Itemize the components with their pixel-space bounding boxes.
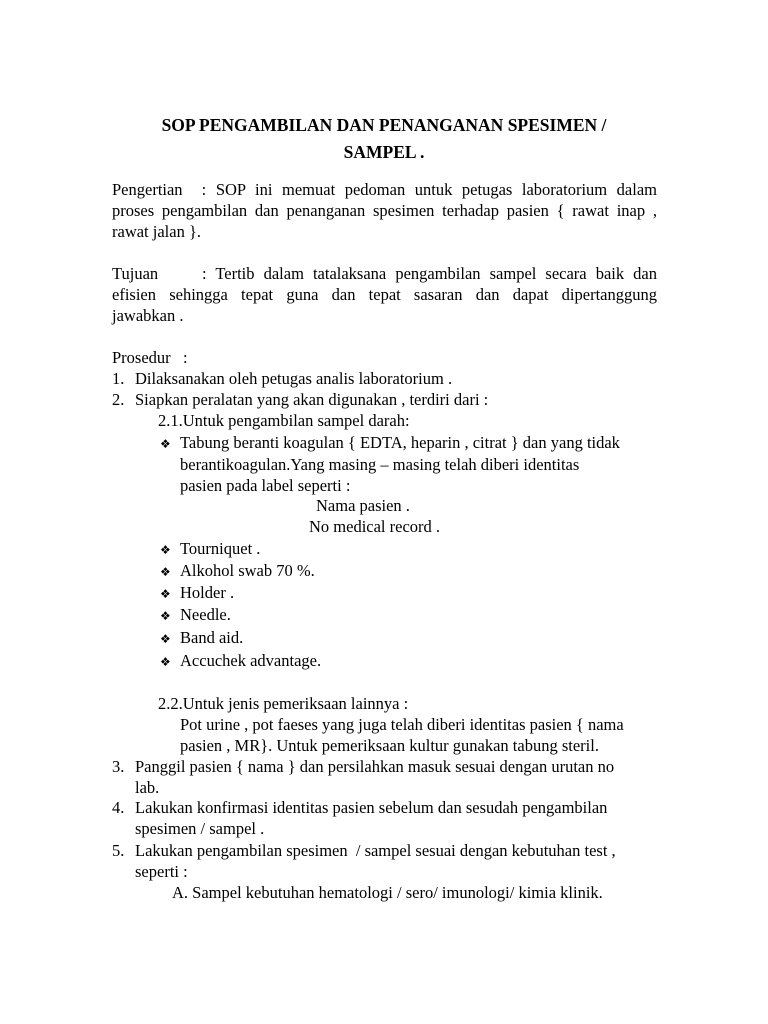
pengertian-line-2: proses pengambilan dan penanganan spesimen terhadap pasien { rawat inap , bbox=[112, 201, 657, 220]
tabung-line-2: berantikoagulan.Yang masing – masing telah diberi identitas bbox=[180, 455, 580, 474]
step-4-line-1: Lakukan konfirmasi identitas pasien sebelum dan sesudah pengambilan bbox=[135, 798, 608, 817]
item-text: Alkohol swab 70 %. bbox=[180, 561, 315, 580]
diamond-bullet-icon: ❖ bbox=[160, 655, 171, 669]
sub-2-2-line-1: Pot urine , pot faeses yang juga telah diberi identitas pasien { nama bbox=[180, 715, 624, 734]
bullet-holder bbox=[160, 582, 234, 605]
step-3-line-1: Panggil pasien { nama } dan persilahkan masuk sesuai dengan urutan no bbox=[135, 757, 615, 776]
diamond-bullet-icon: ❖ bbox=[160, 609, 171, 623]
step-2-text: Siapkan peralatan yang akan digunakan , terdiri dari : bbox=[135, 390, 489, 409]
bullet-needle bbox=[160, 604, 231, 627]
step-1-text: Dilaksanakan oleh petugas analis laboratorium . bbox=[135, 369, 453, 388]
tabung-line-1: Tabung beranti koagulan { EDTA, heparin , citrat } dan yang tidak bbox=[180, 433, 620, 452]
step-5-line-2: seperti : bbox=[135, 862, 188, 881]
bullet-alkohol bbox=[160, 560, 315, 583]
tujuan-text-1: : Tertib dalam tatalaksana pengambilan sampel secara baik dan bbox=[202, 264, 657, 283]
step-a-text: A. Sampel kebutuhan hematologi / sero/ imunologi/ kimia klinik. bbox=[172, 883, 603, 902]
label-medical-record: No medical record . bbox=[309, 517, 441, 536]
sub-2-1-label: 2.1.Untuk pengambilan sampel darah: bbox=[158, 411, 410, 430]
pengertian-text-1: : SOP ini memuat pedoman untuk petugas laboratorium dalam bbox=[182, 180, 657, 199]
diamond-bullet-icon: ❖ bbox=[160, 587, 171, 601]
diamond-bullet-icon: ❖ bbox=[160, 565, 171, 579]
bullet-accuchek bbox=[160, 650, 321, 673]
item-text: Holder . bbox=[180, 583, 235, 602]
step-3-line-2: lab. bbox=[135, 778, 160, 797]
step-3-number: 3. bbox=[112, 757, 125, 776]
document-title bbox=[0, 112, 768, 166]
step-1-number: 1. bbox=[112, 369, 125, 388]
step-4-line-2: spesimen / sampel . bbox=[135, 819, 265, 838]
tujuan-label: Tujuan bbox=[112, 264, 159, 283]
pengertian-label: Pengertian bbox=[112, 180, 183, 199]
tujuan-line-1 bbox=[112, 263, 657, 284]
pengertian-line-1 bbox=[112, 179, 657, 200]
item-text: Band aid. bbox=[180, 628, 244, 647]
item-text: Accuchek advantage. bbox=[180, 651, 322, 670]
item-text: Tourniquet . bbox=[180, 539, 261, 558]
step-4-number: 4. bbox=[112, 798, 125, 817]
step-5-line-1: Lakukan pengambilan spesimen / sampel sesuai dengan kebutuhan test , bbox=[135, 841, 616, 860]
prosedur-label: Prosedur : bbox=[112, 348, 188, 367]
tujuan-section bbox=[112, 263, 657, 326]
tabung-line-3: pasien pada label seperti : bbox=[180, 476, 351, 495]
label-nama-pasien: Nama pasien . bbox=[316, 496, 410, 515]
item-text: Needle. bbox=[180, 605, 231, 624]
sub-2-2-line-2: pasien , MR}. Untuk pemeriksaan kultur gunakan tabung steril. bbox=[180, 736, 599, 755]
diamond-bullet-icon: ❖ bbox=[160, 437, 171, 451]
tujuan-line-2: efisien sehingga tepat guna dan tepat sasaran dan dapat dipertanggung bbox=[112, 285, 657, 304]
bullet-band-aid bbox=[160, 627, 243, 650]
title-line-1: SOP PENGAMBILAN DAN PENANGANAN SPESIMEN / bbox=[161, 115, 607, 135]
bullet-tourniquet bbox=[160, 538, 260, 561]
bullet-tabung bbox=[160, 432, 620, 455]
diamond-bullet-icon: ❖ bbox=[160, 632, 171, 646]
sub-2-2-label: 2.2.Untuk jenis pemeriksaan lainnya : bbox=[158, 694, 409, 713]
step-5-number: 5. bbox=[112, 841, 125, 860]
step-2-number: 2. bbox=[112, 390, 125, 409]
pengertian-section bbox=[112, 179, 657, 242]
pengertian-line-3: rawat jalan }. bbox=[112, 222, 202, 241]
diamond-bullet-icon: ❖ bbox=[160, 543, 171, 557]
tujuan-line-3: jawabkan . bbox=[112, 306, 184, 325]
title-line-2: SAMPEL . bbox=[343, 142, 425, 162]
